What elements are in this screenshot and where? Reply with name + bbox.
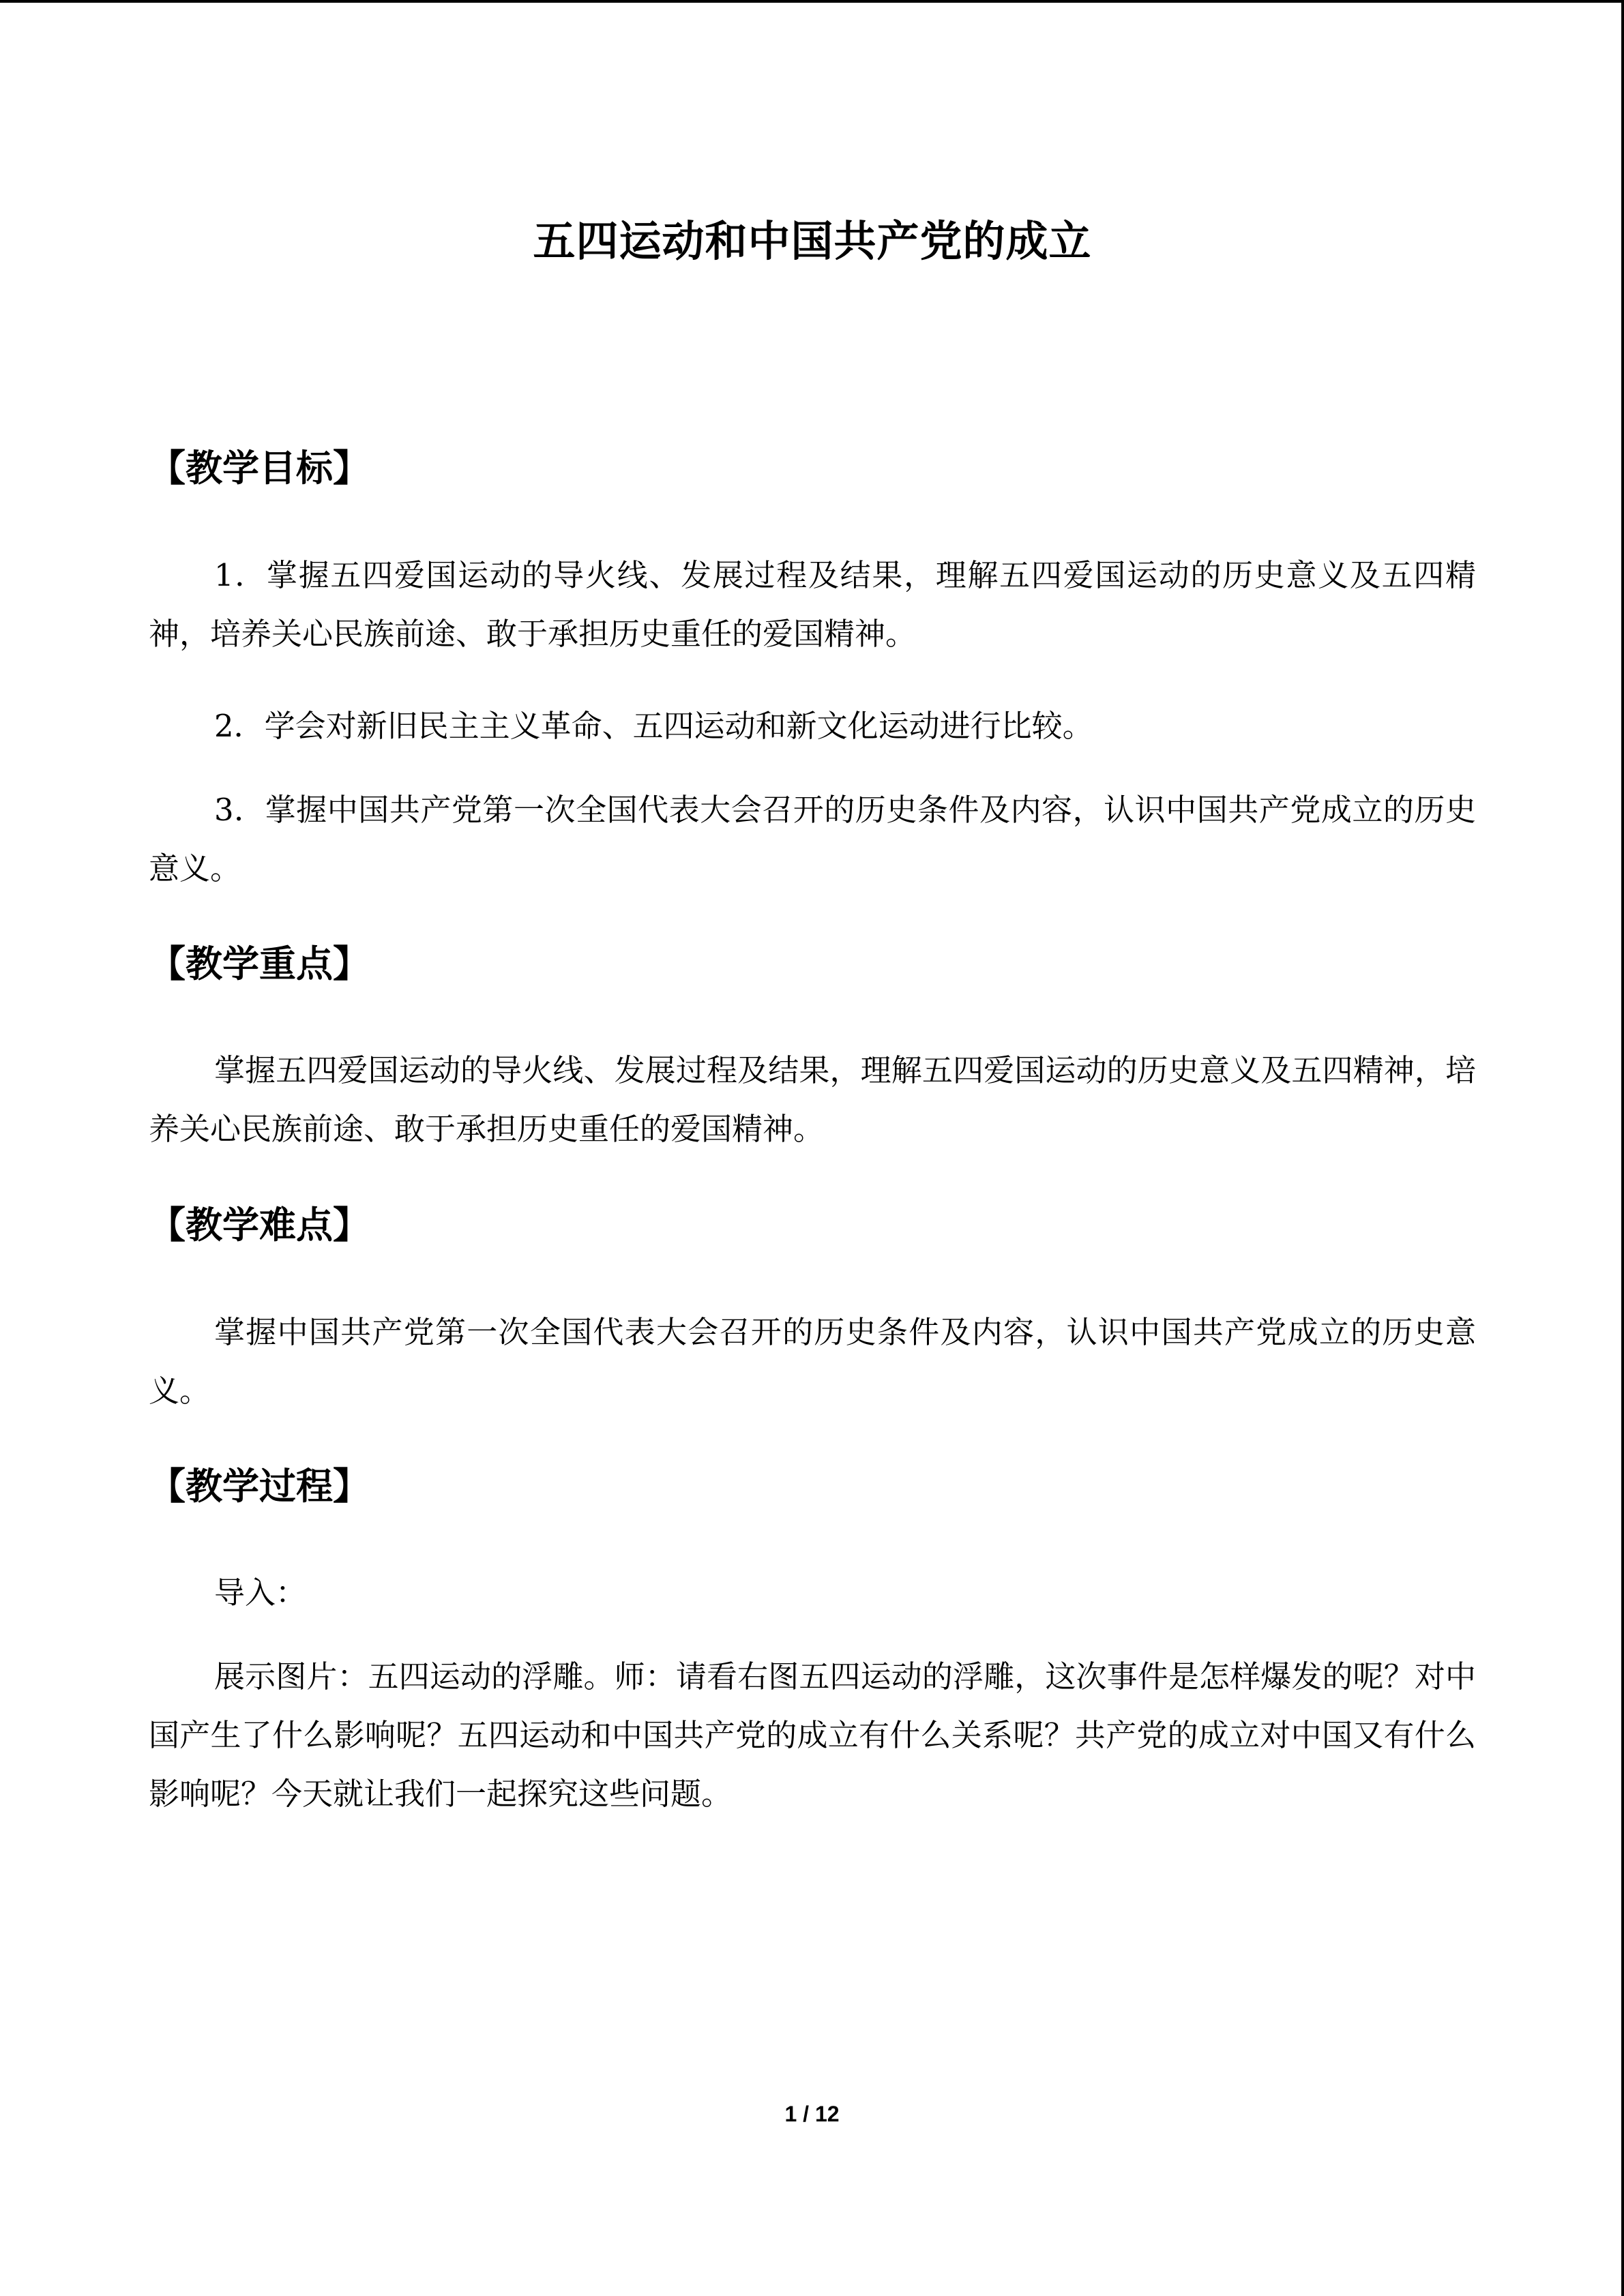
right-border-line bbox=[1621, 0, 1624, 2296]
key-points-paragraph: 掌握五四爱国运动的导火线、发展过程及结果，理解五四爱国运动的历史意义及五四精神，培养关心民族前途、敢于承担历史重任的爱国精神。 bbox=[149, 1052, 1476, 1147]
section-heading-key-points: 【教学重点】 bbox=[149, 942, 370, 985]
objective-paragraph-1: 1．掌握五四爱国运动的导火线、发展过程及结果，理解五四爱国运动的历史意义及五四精神，培养关心民族前途、敢于承担历史重任的爱国精神。 bbox=[149, 557, 1476, 652]
process-intro-label: 导入： bbox=[214, 1575, 307, 1611]
section-heading-objectives: 【教学目标】 bbox=[149, 446, 370, 490]
difficulties-paragraph: 掌握中国共产党第一次全国代表大会召开的历史条件及内容，认识中国共产党成立的历史意义。 bbox=[149, 1314, 1476, 1409]
objective-paragraph-3: 3．掌握中国共产党第一次全国代表大会召开的历史条件及内容，认识中国共产党成立的历史意义。 bbox=[149, 792, 1476, 886]
top-border-line bbox=[0, 0, 1624, 3]
section-heading-difficulties: 【教学难点】 bbox=[149, 1203, 370, 1247]
section-heading-process: 【教学过程】 bbox=[149, 1464, 370, 1508]
document-title: 五四运动和中国共产党的成立 bbox=[533, 216, 1092, 266]
objective-paragraph-2: 2．学会对新旧民主主义革命、五四运动和新文化运动进行比较。 bbox=[214, 708, 1093, 744]
process-paragraph: 展示图片：五四运动的浮雕。师：请看右图五四运动的浮雕，这次事件是怎样爆发的呢？对中国产生了什么影响呢？五四运动和中国共产党的成立有什么关系呢？共产党的成立对中国又有什么影响呢？今天就让我们一起探究这些问题。 bbox=[149, 1658, 1476, 1812]
page-number: 1 / 12 bbox=[784, 2102, 840, 2126]
